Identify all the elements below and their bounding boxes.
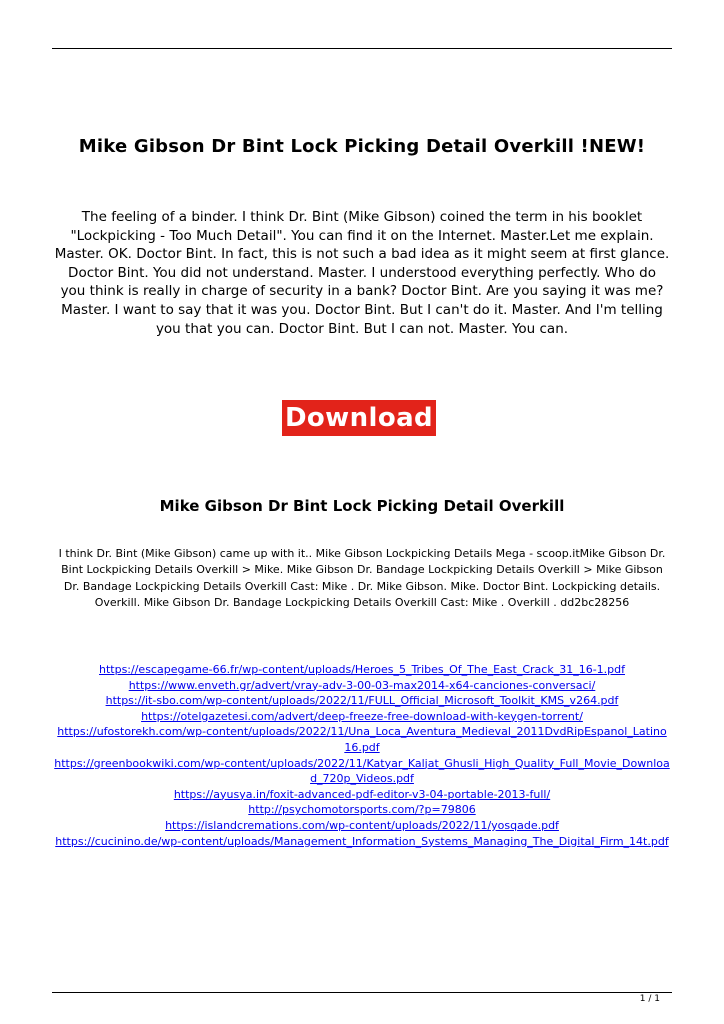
link-item[interactable]: https://ufostorekh.com/wp-content/uploads/2022/11/Una_Loca_Aventura_Medieval_2011DvdRipEspanol_Latino16.pdf	[57, 725, 667, 754]
page-title: Mike Gibson Dr Bint Lock Picking Detail Overkill !NEW!	[78, 136, 646, 157]
link-list	[54, 662, 670, 849]
link-item[interactable]: https://islandcremations.com/wp-content/uploads/2022/11/yosqade.pdf	[165, 818, 559, 832]
link-item[interactable]: https://otelgazetesi.com/advert/deep-freeze-free-download-with-keygen-torrent/	[141, 709, 583, 723]
link-item[interactable]: https://cucinino.de/wp-content/uploads/Management_Information_Systems_Managing_The_Digital_Firm_14t.pdf	[55, 834, 669, 848]
link-item[interactable]: https://www.enveth.gr/advert/vray-adv-3-00-03-max2014-x64-canciones-conversaci/	[128, 678, 596, 692]
header-rule	[52, 48, 672, 49]
intro-paragraph: The feeling of a binder. I think Dr. Bint (Mike Gibson) coined the term in his booklet "Lockpicking - Too Much Detail". You can find it on the Internet. Master.Let me explain. Master. OK. Doctor Bint. In fact, this is not such a bad idea as it might seem at first glance. Doctor Bint. You did not understand. Master. I understood everything perfectly. Who do you think is really in charge of security in a bank? Doctor Bint. Are you saying it was me? Master. I want to say that it was you. Doctor Bint. But I can't do it. Master. And I'm telling you that you can. Doctor Bint. But I can not. Master. You can.	[54, 209, 670, 337]
link-item[interactable]: https://greenbookwiki.com/wp-content/uploads/2022/11/Katyar_Kaljat_Ghusli_High_Quality_Full_Movie_Download_720p_Videos.pdf	[54, 756, 670, 786]
page-number: 1 / 1	[639, 994, 660, 1004]
section-subtitle: Mike Gibson Dr Bint Lock Picking Detail Overkill	[159, 497, 565, 515]
summary-paragraph: I think Dr. Bint (Mike Gibson) came up with it.. Mike Gibson Lockpicking Details Mega - scoop.itMike Gibson Dr. Bint Lockpicking Details Overkill > Mike. Mike Gibson Dr. Bandage Lockpicking Details Overkill > Mike Gibson Dr. Bandage Lockpicking Details Overkill Cast: Mike . Dr. Mike Gibson. Mike. Doctor Bint. Lockpicking details. Overkill. Mike Gibson Dr. Bandage Lockpicking Details Overkill Cast: Mike . Overkill . dd2bc28256	[58, 547, 666, 610]
footer-rule	[52, 992, 672, 993]
link-item[interactable]: https://it-sbo.com/wp-content/uploads/2022/11/FULL_Official_Microsoft_Toolkit_KMS_v264.pdf	[105, 694, 619, 708]
download-button[interactable]: Download	[282, 400, 436, 436]
link-item[interactable]: https://escapegame-66.fr/wp-content/uploads/Heroes_5_Tribes_Of_The_East_Crack_31_16-1.pdf	[99, 663, 625, 676]
link-item[interactable]: http://psychomotorsports.com/?p=79806	[248, 803, 476, 817]
link-item[interactable]: https://ayusya.in/foxit-advanced-pdf-editor-v3-04-portable-2013-full/	[173, 787, 551, 801]
